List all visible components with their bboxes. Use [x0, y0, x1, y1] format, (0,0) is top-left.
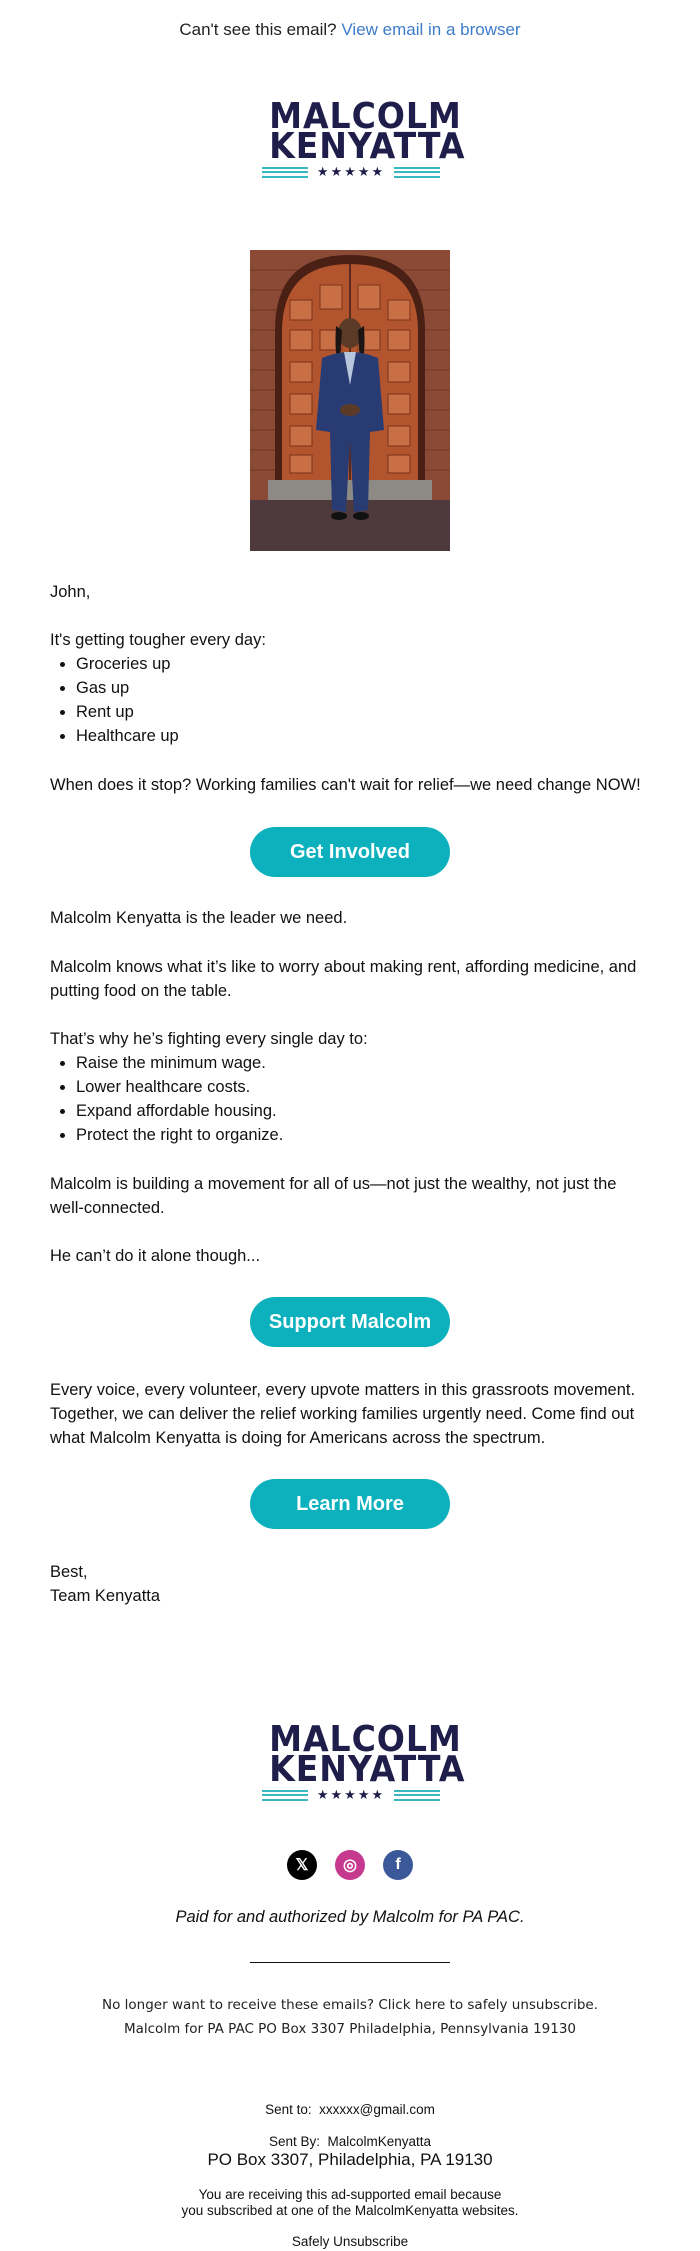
every-voice-paragraph: Every voice, every volunteer, every upvote matters in this grassroots movement. Together, we can deliver the relief working families urgently need. Come find out what Malcolm Kenyatta is doing for Americans across the spectrum. [50, 1381, 636, 1447]
logo-line-malcolm: MALCOLM [269, 1719, 462, 1760]
goal-item: • Protect the right to organize. [76, 1123, 650, 1147]
signoff [50, 1560, 650, 1608]
receiving-notice [0, 2187, 700, 2219]
instagram-icon[interactable]: ◎ [335, 1850, 365, 1880]
leader-paragraph: Malcolm Kenyatta is the leader we need. [50, 909, 348, 927]
support-malcolm-button[interactable]: Support Malcolm [250, 1297, 450, 1347]
facebook-icon[interactable]: f [383, 1850, 413, 1880]
logo-stripe-row [262, 166, 440, 178]
footer-divider [250, 1962, 450, 1963]
preheader [0, 20, 700, 40]
preheader-text: Can't see this email? [179, 20, 337, 39]
footer-logo [262, 1719, 466, 1802]
logo-stars-icon: ★★★★★ [316, 164, 386, 179]
cost-list [50, 652, 650, 748]
alone-paragraph: He can’t do it alone though... [50, 1247, 261, 1265]
unsubscribe-link[interactable]: No longer want to receive these emails? Click here to safely unsubscribe. [102, 1997, 598, 2013]
logo-line-kenyatta: KENYATTA [269, 1749, 466, 1790]
cost-section [50, 628, 650, 748]
goals-list [50, 1051, 650, 1147]
logo-stars-icon: ★★★★★ [316, 1787, 386, 1802]
sent-to-label: Sent to: [265, 2102, 312, 2117]
logo-line-malcolm: MALCOLM [269, 96, 462, 137]
sent-by [0, 2134, 700, 2150]
goals-section [50, 1027, 650, 1147]
logo-stripes-left [262, 1790, 308, 1801]
goal-item: • Raise the minimum wage. [76, 1051, 650, 1075]
receiving-line-2: you subscribed at one of the MalcolmKenyatta websites. [181, 2203, 519, 2218]
sender-address: PO Box 3307, Philadelphia, PA 19130 [207, 2150, 493, 2169]
pac-address: Malcolm for PA PAC PO Box 3307 Philadelphia, Pennsylvania 19130 [123, 2021, 577, 2037]
view-in-browser-link[interactable]: View email in a browser [341, 20, 521, 39]
cost-item: • Rent up [76, 700, 650, 724]
knows-paragraph: Malcolm knows what it’s like to worry about making rent, affording medicine, and putting food on the table. [50, 958, 637, 1000]
cost-intro: It's getting tougher every day: [50, 631, 266, 649]
get-involved-button[interactable]: Get Involved [250, 827, 450, 877]
signature: Team Kenyatta [50, 1587, 161, 1605]
candidate-photo [250, 250, 450, 551]
sent-by-label: Sent By: [268, 2134, 320, 2149]
social-links [287, 1850, 413, 1880]
candidate-photo-illustration [250, 250, 450, 551]
sent-to [0, 2102, 700, 2118]
learn-more-button[interactable]: Learn More [250, 1479, 450, 1529]
question-paragraph: When does it stop? Working families can't wait for relief—we need change NOW! [50, 776, 641, 794]
unsubscribe-block [0, 1993, 700, 2041]
cost-item: • Groceries up [76, 652, 650, 676]
goal-item: • Lower healthcare costs. [76, 1075, 650, 1099]
logo-line-kenyatta: KENYATTA [269, 126, 466, 167]
cost-item: • Healthcare up [76, 724, 650, 748]
movement-paragraph: Malcolm is building a movement for all of us—not just the wealthy, not just the well-connected. [50, 1175, 617, 1217]
logo-stripes-right [394, 1790, 440, 1801]
receiving-line-1: You are receiving this ad-supported email because [198, 2187, 502, 2202]
logo-stripes-right [394, 167, 440, 178]
cost-item: • Gas up [76, 676, 650, 700]
safely-unsubscribe-link[interactable]: Safely Unsubscribe [291, 2234, 409, 2249]
goals-intro: That’s why he’s fighting every single day to: [50, 1030, 368, 1048]
header-logo [262, 96, 466, 179]
sent-by-name: MalcolmKenyatta [327, 2134, 432, 2149]
sent-to-email: xxxxxx@gmail.com [319, 2102, 435, 2117]
logo-stripes-left [262, 167, 308, 178]
paid-for-disclaimer: Paid for and authorized by Malcolm for PA PAC. [175, 1908, 525, 1926]
logo-stripe-row [262, 1789, 440, 1801]
greeting: John, [50, 583, 91, 601]
signoff-text: Best, [50, 1563, 88, 1581]
x-twitter-icon[interactable]: 𝕏 [287, 1850, 317, 1880]
goal-item: • Expand affordable housing. [76, 1099, 650, 1123]
